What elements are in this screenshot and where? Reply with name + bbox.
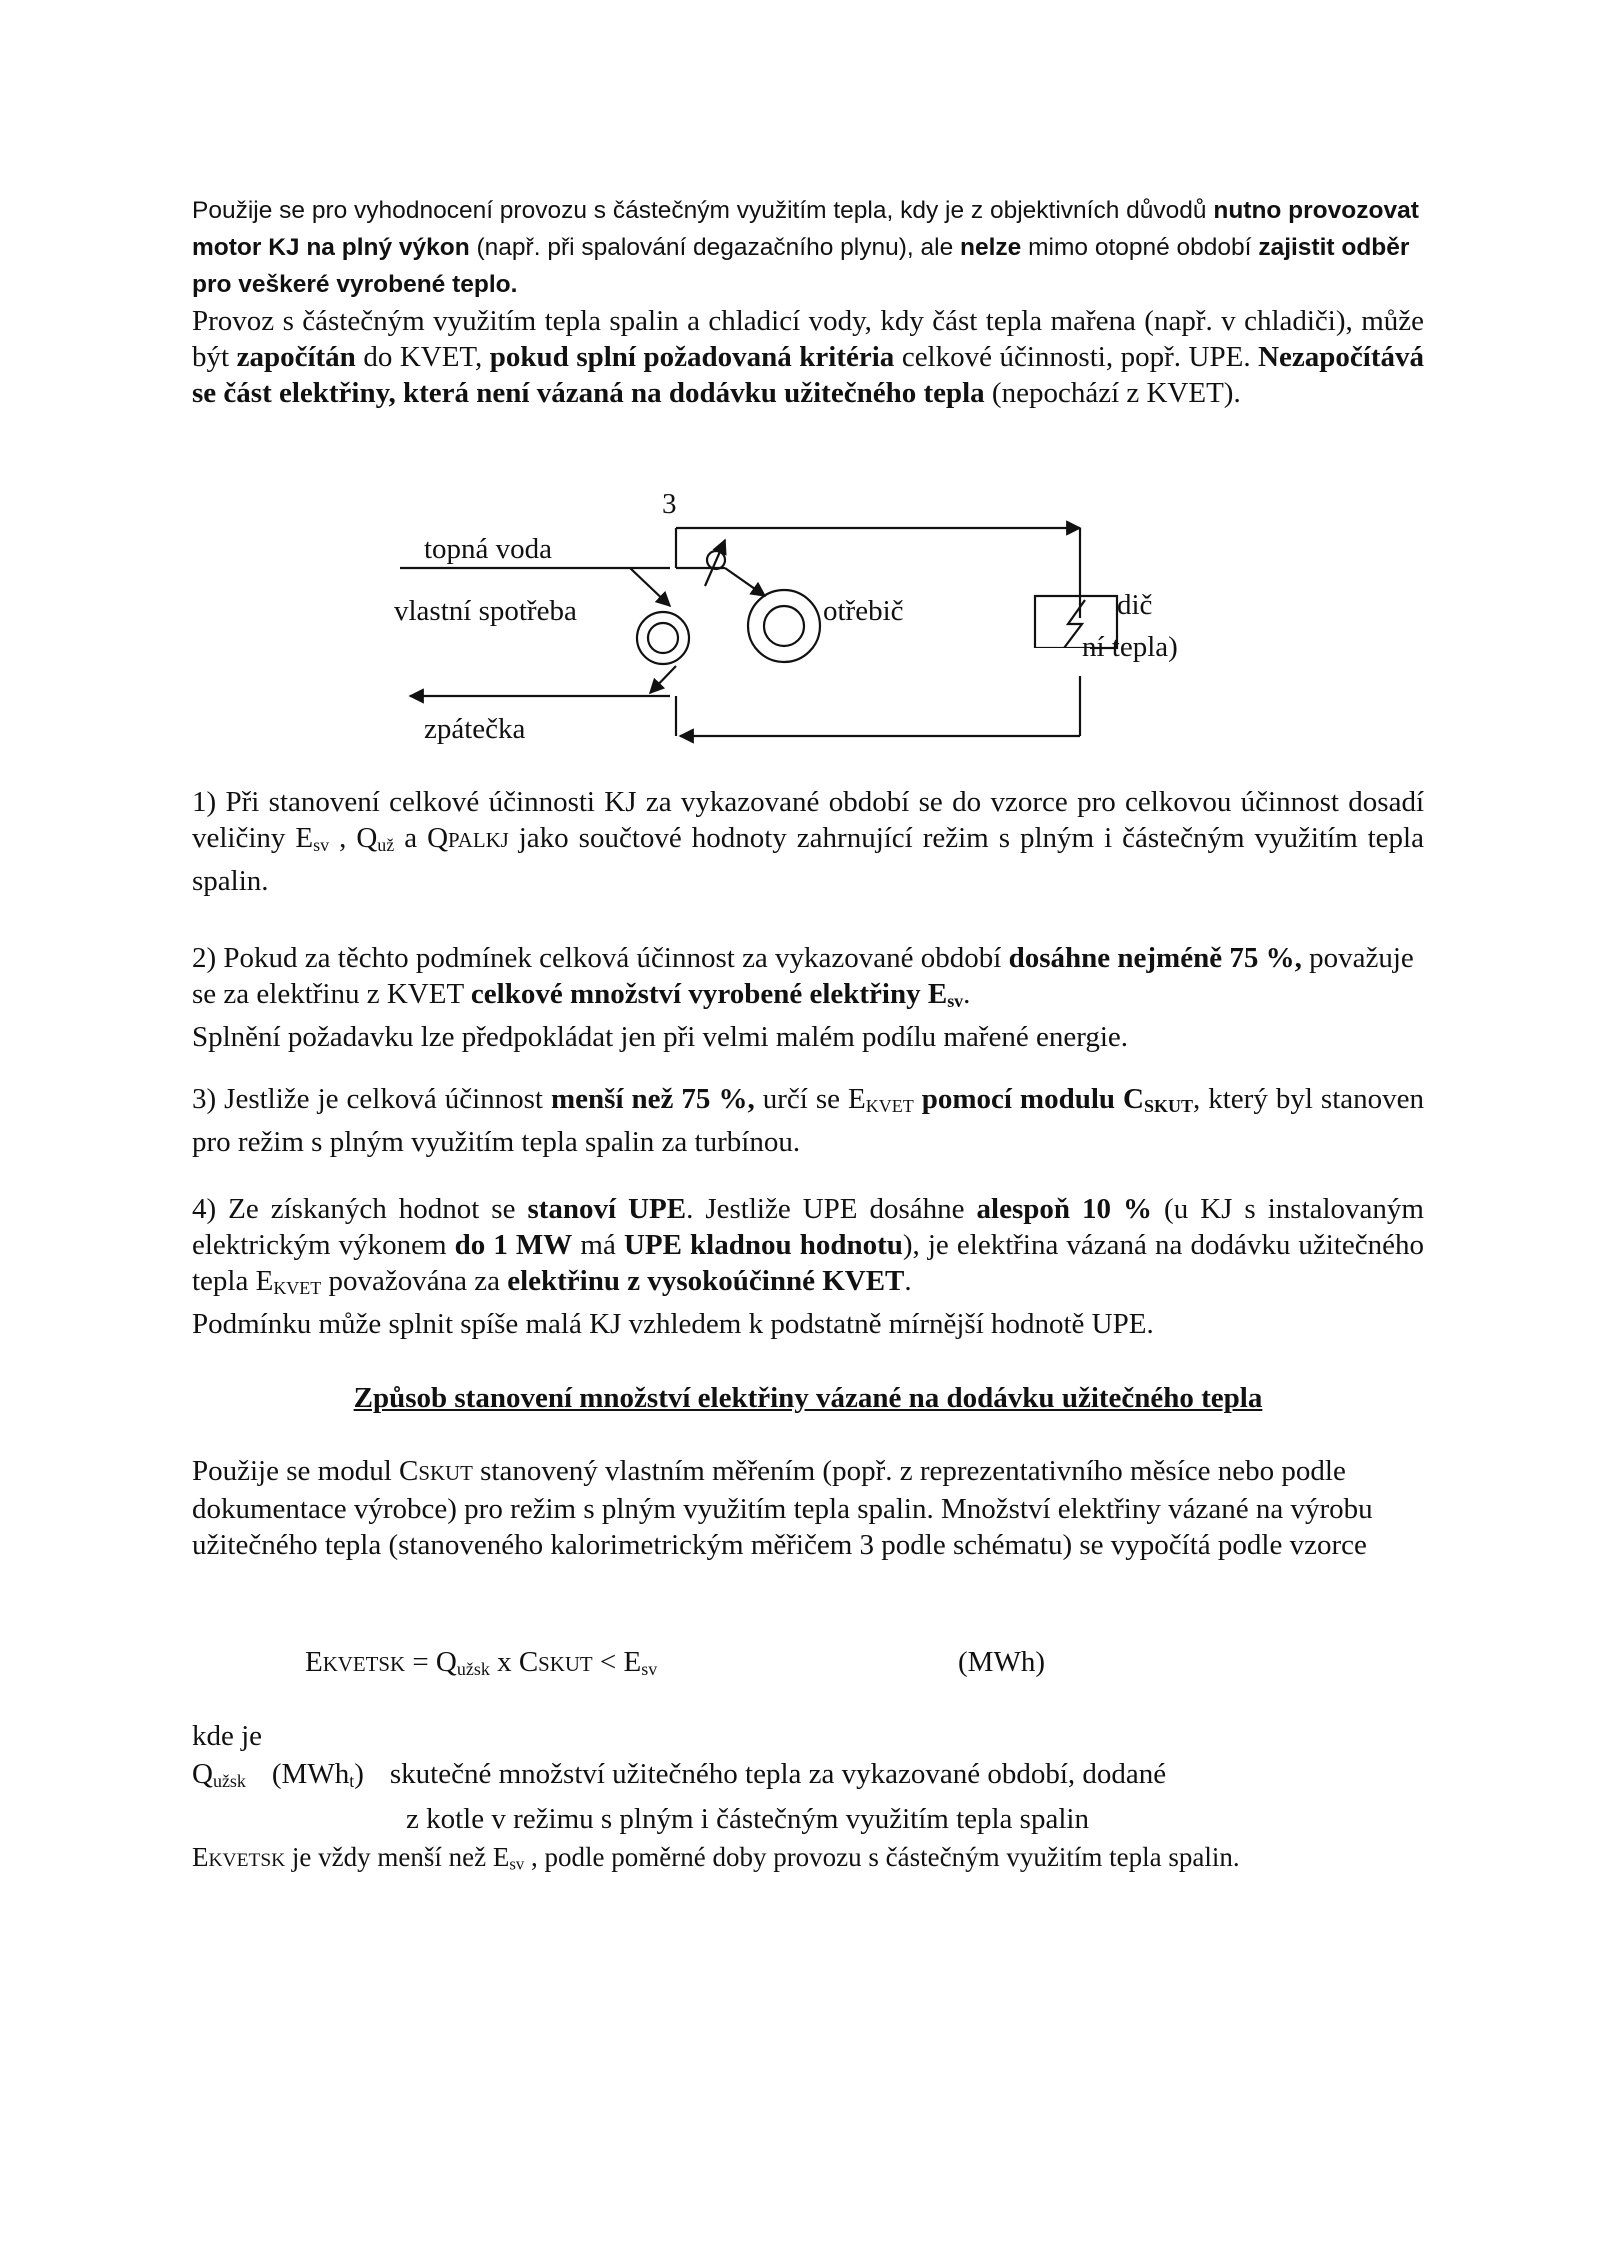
consumer-outer-circle: [748, 590, 820, 662]
text: .: [963, 978, 971, 1010]
text: E: [192, 1841, 209, 1872]
bold-text: UPE kladnou hodnotu: [623, 1229, 903, 1261]
bold-text: menší než 75 %,: [551, 1083, 755, 1115]
subscript: už: [377, 834, 395, 855]
formula-unit: (MWh): [958, 1646, 1045, 1678]
intro-bold: nelze: [960, 234, 1022, 261]
branch-right: [725, 568, 765, 596]
section-4-note: Podmínku může splnit spíše malá KJ vzhledem k podstatně mírnější hodnotě UPE.: [192, 1307, 1154, 1340]
return-label: zpátečka: [424, 713, 526, 745]
intro-text: (např. při spalování degazačního plynu), ale: [469, 234, 961, 261]
subscript: t: [349, 1770, 355, 1791]
text: považována za: [321, 1265, 508, 1297]
text: ), je elektřina vázaná na dodávku užitečného tepla E: [192, 1229, 1425, 1297]
bold-text: pokud splní požadovaná kritéria: [489, 341, 895, 373]
text: určí se E: [754, 1083, 866, 1115]
subscript: užsk: [212, 1770, 246, 1791]
subscript: KVETSK: [208, 1849, 286, 1871]
subscript: sv: [947, 990, 964, 1011]
bold-text: celkové množství vyrobené elektřiny E: [470, 978, 948, 1010]
section-3: [192, 1081, 1424, 1160]
engine-outer-circle: [637, 612, 689, 664]
self-consumption-label: vlastní spotřeba: [394, 595, 577, 627]
branch-left: [630, 568, 670, 606]
bold-text: pomocí modulu C: [913, 1083, 1145, 1115]
text: má: [572, 1229, 624, 1261]
section-heading: Způsob stanovení množství elektřiny vázané na dodávku užitečného tepla: [353, 1382, 1263, 1414]
engine-inner-circle: [648, 623, 678, 653]
where-definition: [192, 1755, 1240, 1800]
supply-label: topná voda: [424, 533, 553, 565]
text: Použije se modul C: [192, 1455, 419, 1487]
section-4-main: [192, 1191, 1424, 1306]
text: je vždy menší než E: [285, 1841, 510, 1872]
meter-number-label: 3: [662, 488, 677, 520]
bold-text: Nezapočítává se část elektřiny, která není vázaná na dodávku užitečného tepla: [192, 341, 1424, 409]
text: 1) Při stanovení celkové účinnosti KJ za vykazované období se do vzorce pro celkovou účinnost dosadí veličiny E: [192, 786, 1424, 854]
text: a Q: [394, 822, 449, 854]
where-note: [192, 1838, 1240, 1884]
text: považuje se za elektřinu z KVET: [192, 942, 1414, 1010]
subscript: SKUT: [418, 1461, 473, 1485]
text: 3) Jestliže je celková účinnost: [192, 1083, 552, 1115]
text: , který byl stanoven pro režim s plným využitím tepla spalin za turbínou.: [192, 1083, 1425, 1158]
section-2-note: Splnění požadavku lze předpokládat jen při velmi malém podílu mařené energie.: [192, 1020, 1129, 1053]
heat-flow-diagram: [380, 488, 1260, 758]
subscript: sv: [641, 1658, 658, 1679]
text: 2) Pokud za těchto podmínek celková účinnost za vykazované období: [192, 942, 1009, 974]
text: < E: [592, 1646, 642, 1678]
cooler-label: dič: [1117, 589, 1153, 621]
section-2-main: [192, 940, 1424, 1019]
return-from-engine: [650, 666, 676, 693]
text: ): [354, 1758, 364, 1790]
text: (nepochází z KVET).: [984, 377, 1241, 409]
subscript: PALKJ: [448, 828, 509, 852]
paragraph-modul: [192, 1453, 1424, 1563]
subscript: SKUT: [538, 1652, 593, 1676]
bold-text: započítán: [236, 341, 356, 373]
subscript: KVETSK: [322, 1652, 406, 1676]
bold-text: elektřinu z vysokoúčinné KVET: [507, 1265, 905, 1297]
where-definition-cont: z kotle v režimu s plným i částečným využitím tepla spalin: [406, 1802, 1089, 1835]
text: x C: [489, 1646, 539, 1678]
where-clause: [192, 1717, 1240, 1884]
text: celkové účinnosti, popř. UPE.: [894, 341, 1259, 373]
text: (MWh: [271, 1758, 350, 1790]
text: . Jestliže UPE dosáhne: [686, 1193, 977, 1225]
subscript: užsk: [456, 1658, 490, 1679]
heat-dissipation-label: ní tepla): [1082, 631, 1178, 663]
subscript: sv: [313, 834, 330, 855]
intro-text: mimo otopné období: [1021, 234, 1259, 261]
intro-paragraph: [192, 192, 1424, 303]
text: (u KJ s instalovaným elektrickým výkonem: [192, 1193, 1424, 1261]
text: stanovený vlastním měřením (popř. z reprezentativního měsíce nebo podle dokumentace výrobce) pro režim s plným využitím tepla spalin. Množství elektřiny vázané na výrobu užitečného tepla (stanoveného kalorimetrickým měřičem 3 podle schématu) se vypočítá podle vzorce: [192, 1455, 1373, 1561]
text: Q: [192, 1758, 213, 1790]
text: , podle poměrné doby provozu s částečným využitím tepla spalin.: [524, 1841, 1240, 1872]
paragraph-provoz: [192, 303, 1424, 411]
text: = Q: [405, 1646, 457, 1678]
where-label: kde je: [192, 1720, 263, 1752]
subscript: KVET: [865, 1095, 914, 1116]
bold-text: stanoví UPE: [527, 1193, 687, 1225]
section-2: [192, 940, 1424, 1055]
consumer-label: otřebič: [823, 595, 904, 627]
section-1: [192, 784, 1424, 899]
bold-text: do 1 MW: [454, 1229, 573, 1261]
text: 4) Ze získaných hodnot se: [192, 1193, 528, 1225]
subscript: sv: [509, 1854, 525, 1874]
subscript: SKUT: [1144, 1095, 1193, 1116]
bold-text: dosáhne nejméně 75 %,: [1008, 942, 1302, 974]
subscript: KVET: [273, 1277, 322, 1298]
text: skutečné množství užitečného tepla za vykazované období, dodané: [389, 1758, 1167, 1790]
text: .: [904, 1265, 912, 1297]
formula: [305, 1646, 657, 1680]
intro-bold: nutno provozovat motor KJ na plný výkon: [192, 197, 1419, 261]
text: E: [305, 1646, 323, 1678]
text: do KVET,: [355, 341, 490, 373]
intro-text: Použije se pro vyhodnocení provozu s částečným využitím tepla, kdy je z objektivních důvodů: [192, 197, 1214, 224]
text: Provoz s částečným využitím tepla spalin a chladicí vody, kdy část tepla mařena (např. v chladiči), může být: [192, 305, 1424, 373]
intro-bold: zajistit odběr pro veškeré vyrobené teplo.: [192, 234, 1410, 298]
section-4: [192, 1191, 1424, 1342]
text: jako součtové hodnoty zahrnující režim s plným i částečným využitím tepla spalin.: [192, 822, 1424, 897]
text: , Q: [329, 822, 378, 854]
bold-text: alespoň 10 %: [976, 1193, 1153, 1225]
consumer-inner-circle: [764, 606, 804, 646]
